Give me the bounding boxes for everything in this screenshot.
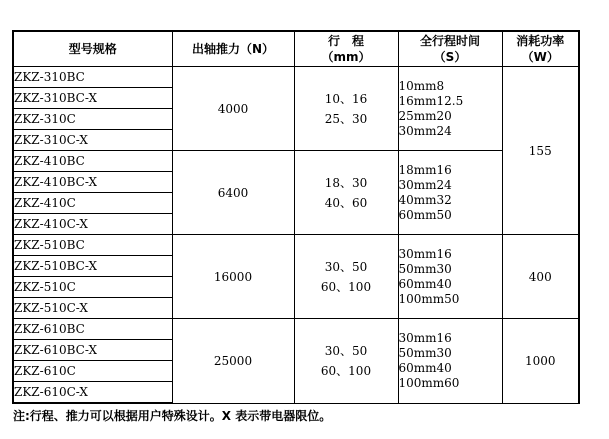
model-cell: ZKZ-310C [13,109,172,130]
thrust-cell: 25000 [172,319,294,404]
model-cell: ZKZ-510BC [13,235,172,256]
header-model: 型号规格 [13,31,172,67]
model-cell: ZKZ-410C [13,193,172,214]
header-row [13,31,579,67]
header-stroke: 行 程 （mm） [294,31,398,67]
model-cell: ZKZ-510C-X [13,298,172,319]
model-cell: ZKZ-410BC [13,151,172,172]
model-cell: ZKZ-610BC [13,319,172,340]
header-time: 全行程时间 （S） [398,31,502,67]
model-cell: ZKZ-410C-X [13,214,172,235]
thrust-cell: 6400 [172,151,294,235]
model-cell: ZKZ-610C [13,361,172,382]
spec-table [12,30,580,404]
model-cell: ZKZ-610C-X [13,382,172,404]
stroke-cell: 18、30 40、60 [294,151,398,235]
table-row [13,319,579,340]
table-row [13,151,579,172]
thrust-cell: 4000 [172,67,294,151]
time-cell: 10mm8 16mm12.5 25mm20 30mm24 [398,67,502,151]
table-row [13,67,579,88]
power-cell: 155 [502,67,579,235]
thrust-cell: 16000 [172,235,294,319]
footnote: 注:行程、推力可以根据用户特殊设计。X 表示带电器限位。 [13,409,332,423]
model-cell: ZKZ-310C-X [13,130,172,151]
power-cell: 1000 [502,319,579,404]
table-row [13,235,579,256]
stroke-cell: 10、16 25、30 [294,67,398,151]
header-power: 消耗功率 （W） [502,31,579,67]
model-cell: ZKZ-310BC-X [13,88,172,109]
model-cell: ZKZ-410BC-X [13,172,172,193]
time-cell: 18mm16 30mm24 40mm32 60mm50 [398,151,502,235]
stroke-cell: 30、50 60、100 [294,319,398,404]
header-thrust: 出轴推力（N） [172,31,294,67]
model-cell: ZKZ-310BC [13,67,172,88]
time-cell: 30mm16 50mm30 60mm40 100mm50 [398,235,502,319]
model-cell: ZKZ-610BC-X [13,340,172,361]
model-cell: ZKZ-510C [13,277,172,298]
time-cell: 30mm16 50mm30 60mm40 100mm60 [398,319,502,404]
power-cell: 400 [502,235,579,319]
model-cell: ZKZ-510BC-X [13,256,172,277]
stroke-cell: 30、50 60、100 [294,235,398,319]
